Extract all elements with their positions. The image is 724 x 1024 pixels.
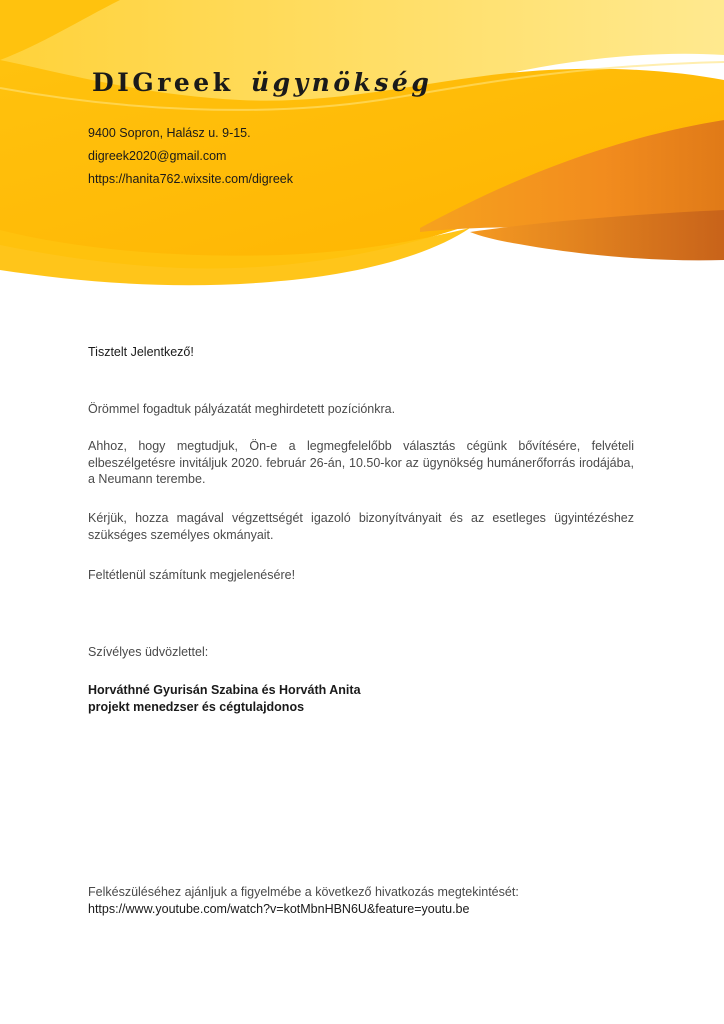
- signature-block: [88, 682, 634, 715]
- contact-block: [88, 122, 293, 191]
- footer-note: [88, 884, 634, 917]
- paragraph-4: Feltétlenül számítunk megjelenésére!: [88, 568, 296, 582]
- website-link[interactable]: https://hanita762.wixsite.com/digreek: [88, 172, 293, 186]
- email-link[interactable]: digreek2020@gmail.com: [88, 149, 227, 163]
- greeting: Tisztelt Jelentkező!: [88, 345, 194, 359]
- brand-subtitle: ügynökség: [250, 68, 433, 97]
- closing: Szívélyes üdvözlettel:: [88, 645, 209, 659]
- footer-intro: Felkészüléséhez ajánljuk a figyelmébe a következő hivatkozás megtekintését:: [88, 885, 519, 899]
- paragraph-2: Ahhoz, hogy megtudjuk, Ön-e a legmegfelelőbb választás cégünk bővítésére, felvételi elbeszélgetésre invitáljuk 2020. február 26-án, 10.50-kor az ügynökség humánerőforrás irodájába, a Neumann terembe.: [88, 439, 634, 486]
- paragraph-1: Örömmel fogadtuk pályázatát meghirdetett pozíciónkra.: [88, 402, 396, 416]
- paragraph-3: Kérjük, hozza magával végzettségét igazoló bizonyítványait és az esetleges ügyintézéshez szükséges személyes okmányait.: [88, 511, 634, 542]
- brand-name: DIGreek: [92, 68, 234, 97]
- signer-roles: projekt menedzser és cégtulajdonos: [88, 699, 305, 714]
- video-link[interactable]: https://www.youtube.com/watch?v=kotMbnHBN6U&feature=youtu.be: [88, 901, 470, 916]
- signer-names: Horváthné Gyurisán Szabina és Horváth Anita: [88, 683, 361, 697]
- address-line: 9400 Sopron, Halász u. 9-15.: [88, 126, 251, 140]
- company-brand: [92, 68, 432, 97]
